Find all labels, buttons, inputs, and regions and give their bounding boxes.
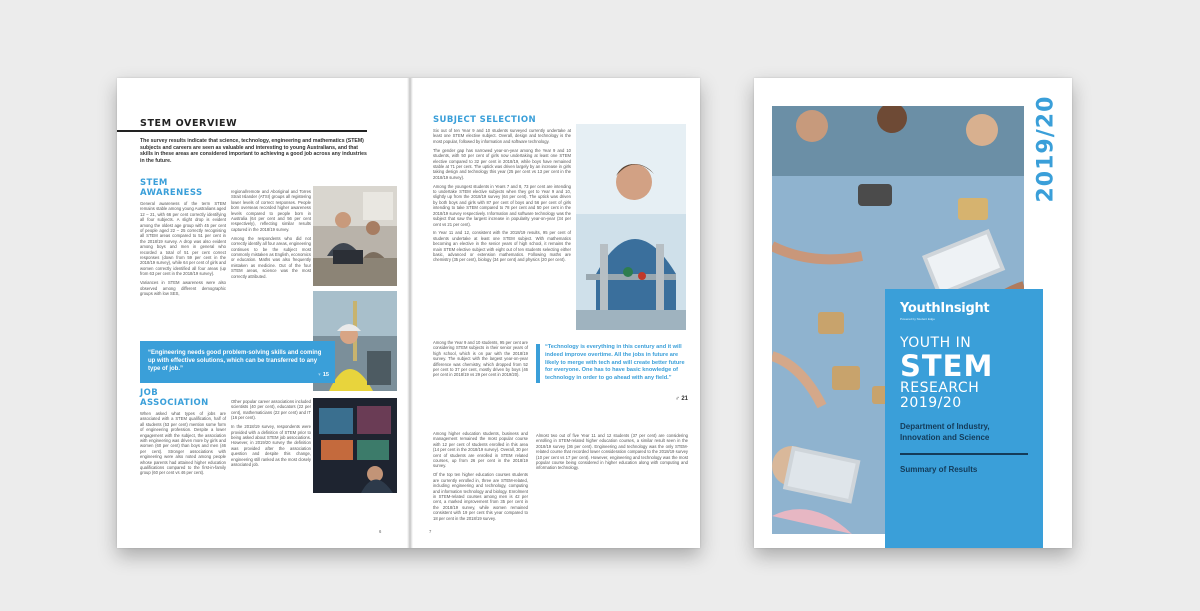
- cover-department: Department of Industry, Innovation and Science: [900, 422, 990, 442]
- section-heading-job-association: JOB ASSOCIATION: [140, 388, 209, 408]
- section-heading-stem-awareness: STEM AWARENESS: [140, 178, 203, 198]
- job-paragraph-1: When asked what types of jobs are associated with a STEM qualification, half of all students (53 per cent) mention some form of engineering profession. Despite a lower engagement with the subject, the association with engineering was driven more by girls and women (60 per cent) than boys and men (46 per cent). Stronger associations with engineering were also noted among people whose parents had attained higher education qualifications compared to the first-in-family group (60 per cent vs 46 per cent).: [140, 411, 226, 476]
- cover-title-line-1: YOUTH IN: [900, 335, 972, 351]
- report-cover: [754, 78, 1072, 548]
- pull-quote-technology: [536, 344, 688, 383]
- cover-summary-label: Summary of Results: [900, 464, 978, 474]
- subject-paragraph-2: The gender gap has narrowed year-on-year among the Year 9 and 10 students, with 50 per cent of girls now undertaking at least one STEM elective compared to 32 per cent in 2018/19, while boys have remained stable at 71 per cent. The uptick was driven largely by an increase in girls taking design and technology this year (25 per cent vs 13 per cent in the 2018/19 survey).: [433, 147, 571, 180]
- cover-vertical-year: 2019/20: [1033, 95, 1059, 203]
- pull-quote-text: “Engineering needs good problem-solving skills and coming up with effective solutions, which can be transferred to any type of job.”: [148, 350, 322, 372]
- awareness-paragraph-1: General awareness of the term STEM remains stable among young Australians aged 12 – 21, with 66 per cent correctly identifying all four subjects. A slight drop is evident among the oldest age group with 45 per cent of people aged 22 – 25 correctly recognising all STEM areas compared to 51 per cent in the 2018/19 survey. A drop was also evident among boys and men in general who recorded a total of 51 per cent correct responses (down from 59 per cent in the 2018/19 survey), while 64 per cent of girls and women correctly identified all four areas (up from 63 per cent in the 2018/19 survey).: [140, 201, 226, 277]
- cover-title-line-3: RESEARCH: [900, 380, 980, 396]
- logo-tagline: Powered by Student Edge: [900, 317, 935, 321]
- awareness-paragraph-2: Variances in STEM awareness were also observed among different demographic groups with low SES,: [140, 280, 226, 296]
- page-number-left: 6: [379, 529, 382, 534]
- job-paragraph-2: Other popular career associations included scientists (40 per cent), educators (22 per cent), mathematicians (22 per cent) and IT (16 per cent).: [231, 399, 311, 421]
- subject-paragraph-1: Six out of ten Year 9 and 10 students surveyed currently undertake at least one STEM elective subject. Overall, design and technology is the most popular, followed by information and software technology.: [433, 128, 571, 144]
- job-paragraph-3: In the 2018/19 survey, respondents were provided with a definition of STEM prior to being asked about STEM job associations. However, in 2019/20 survey the definition was provided after the association question and despite this change, engineering still ranked as the most closely associated job.: [231, 424, 311, 467]
- stem-awareness-column-1: [140, 178, 226, 300]
- title-underline: [117, 130, 367, 132]
- awareness-paragraph-3: regional/remote and Aboriginal and Torres Strait Islander (ATSI) groups all registering lower levels of correct responses. People born overseas recorded higher awareness levels compared to people born in Australia (64 per cent and 56 per cent respectively), reflecting similar results captured in the 2018/19 survey.: [231, 189, 311, 232]
- pull-quote-attribution: ♀ 15: [317, 372, 329, 378]
- photo-office-workers: [313, 186, 397, 286]
- page-number-right: 7: [429, 529, 432, 534]
- open-brochure: [117, 78, 700, 548]
- stem-awareness-column-2: [231, 189, 311, 283]
- subject-paragraph-7: Of the top ten higher education courses students are currently enrolled in, three are STEM-related, including engineering and technology, computing and information technology and biology. Enrolment in STEM-related courses among men is 42 per cent, a marked improvement from 35 per cent in the 2018/19 survey, while women remained consistent with 19 per cent this year compared to 18 per cent in the 2018/19 survey.: [433, 472, 528, 521]
- awareness-paragraph-4: Among the respondents who did not correctly identify all four areas, engineering continues to be the subject most commonly mistaken as English, economics or education. Maths was also frequently mistaken as medicine. Out of the four STEM areas, science was the most correctly attributed.: [231, 235, 311, 279]
- right-page: [413, 78, 700, 548]
- subject-lower-left-column: [433, 340, 528, 381]
- subject-paragraph-4: In Year 11 and 12, consistent with the 2018/19 results, 95 per cent of students undertake at least one STEM subject. With mathematics becoming an elective in the senior years of high school, it remains the main STEM elective subject with eight out of ten students selecting either basic, advanced or extension mathematics. Following maths are chemistry (35 per cent), biology (34 per cent) and physics (20 per cent).: [433, 230, 571, 263]
- subject-lower-right-column: [536, 433, 688, 474]
- subject-selection-column: [433, 115, 571, 266]
- section-heading-subject-selection: SUBJECT SELECTION: [433, 115, 536, 125]
- youthinsight-logo: YouthInsight: [900, 301, 990, 316]
- subject-lower-left-column-2: [433, 431, 528, 525]
- intro-paragraph: The survey results indicate that science, technology, engineering and mathematics (STEM) subjects and careers are seen as valuable and interesting to young Australians, and that skills in these areas are considered important to achieving a good job across any industries in the future.: [140, 138, 367, 164]
- subject-paragraph-6: Among higher education students, business and management remained the most popular course with 12 per cent of students enrolled in this area (14 per cent in the 2018/19 survey). Overall, 30 per cent of students are enrolled in STEM related courses, up from 26 per cent in the 2018/19 survey.: [433, 431, 528, 469]
- cover-title-line-4: 2019/20: [900, 395, 962, 411]
- page-title: STEM OVERVIEW: [140, 118, 238, 129]
- subject-paragraph-8: Almost two out of five Year 11 and 12 students (37 per cent) are considering enrolling in STEM-related higher education courses, a similar result seen in the 2018/19 survey (36 per cent). Engineering and technology was the only STEM-related course that recorded lower consideration compared to the 2018/19 survey (10 per cent vs 17 per cent). However, engineering and technology was the most popular course being considered in higher education along with computing and information technology.: [536, 433, 688, 471]
- job-association-column-2: [231, 399, 311, 471]
- cover-title-line-2: STEM: [900, 349, 994, 383]
- pull-quote-text: “Technology is everything in this century and it will indeed improve overtime. All the jobs in future are likely to merge with tech and will create better future for everyone. One has to have basic knowledge of technology in order to go ahead with any field.”: [545, 344, 685, 382]
- job-association-column-1: [140, 388, 226, 479]
- cover-title-panel: [885, 289, 1043, 548]
- cover-divider: [900, 453, 1028, 455]
- left-page: [117, 78, 408, 548]
- pull-quote-attribution: ♂ 21: [675, 396, 688, 402]
- subject-paragraph-3: Among the youngest students in Years 7 and 8, 73 per cent are intending to undertake STEM elective subjects when they get to Year 9 and 10, slightly up from the 2018/19 survey (64 per cent). The uptick was driven by both boys and girls with 87 per cent of boys and 56 per cent of girls intending to take STEM compared to 78 per cent and 50 per cent in the 2018/19 survey respectively. Information and software technology was the subject that saw the largest increase in popularity year-on-year (34 per cent vs 21 per cent).: [433, 183, 571, 227]
- pull-quote-engineering: [140, 341, 335, 383]
- subject-paragraph-5: Among the Year 9 and 10 students, 95 per cent are considering STEM subjects in their senior years of high school, which is on par with the 2018/19 survey. The subject with the largest year-on-year difference was chemistry, which dropped from 52 per cent to 37 per cent, mostly driven by boys (46 per cent in 2018/19 vs 29 per cent in 2019/20).: [433, 340, 528, 378]
- photo-computer-monitors: [313, 398, 397, 493]
- photo-student-electronics: [576, 124, 686, 330]
